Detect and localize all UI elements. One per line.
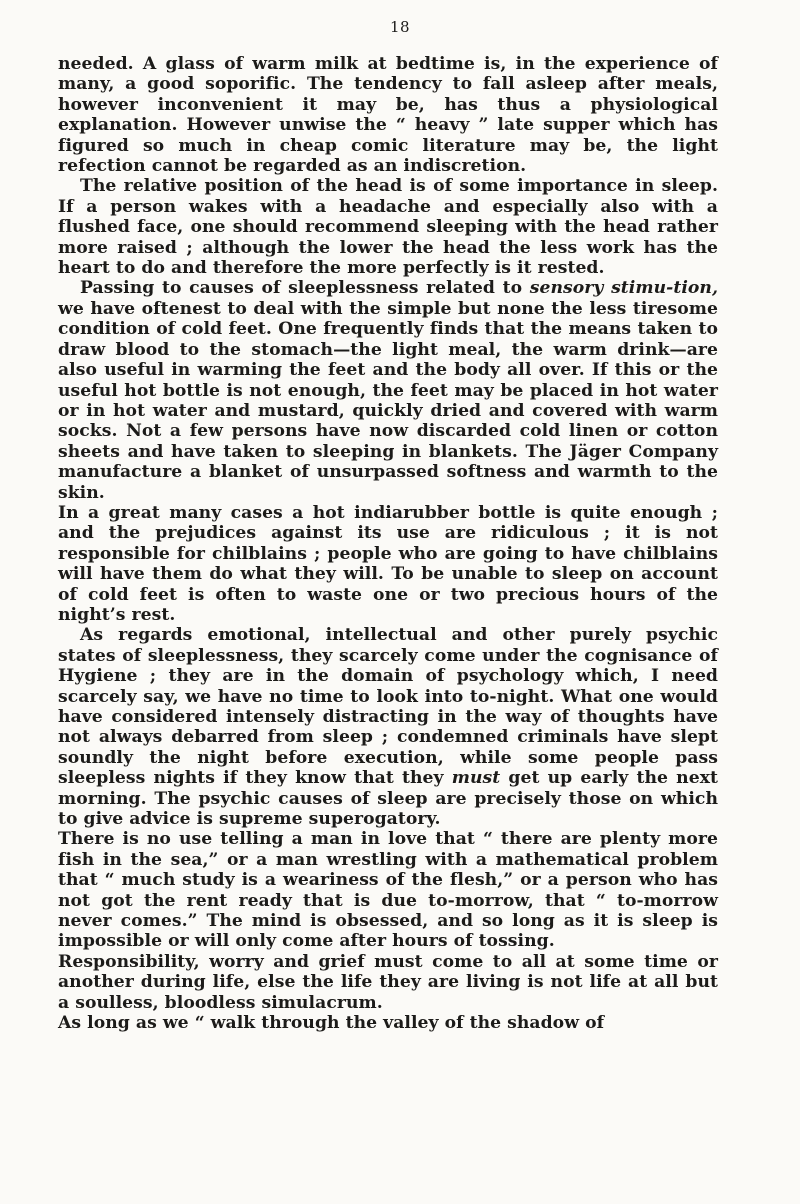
paragraph-text: get up early the next morning. The psychic causes of sleep are precisely those on which to give advice is supreme superogatory.: [58, 768, 719, 830]
paragraph-text: Passing to causes of sleeplessness related to: [80, 278, 530, 299]
paragraph-text: As regards emotional, intellectual and other purely psychic states of sleeplessness, they scarcely come under the cognisance of Hygiene ; they are in the domain of psychology which, I need scarcely say, we have no time to look into to-night. What one would have considered intensely distracting in the way of thoughts have not always debarred from sleep ; condemned criminals have slept soundly the night before execution, while some people pass sleepless nights if they know that they: [58, 625, 718, 789]
paragraph: [58, 54, 718, 176]
paragraph-text: As long as we “ walk through the valley of the shadow of: [58, 1013, 605, 1034]
body-text: [58, 54, 718, 1034]
paragraph: [58, 278, 718, 502]
paragraph-text: There is no use telling a man in love that “ there are plenty more fish in the sea,” or a man wrestling with a mathematical problem that “ much study is a weariness of the flesh,” or a person who has not got the rent ready that is due to-morrow, that “ to-morrow never comes.” The mind is obsessed, and so long as it is sleep is impossible or will only come after hours of tossing.: [58, 829, 718, 952]
paragraph-text: needed. A glass of warm milk at bedtime is, in the experience of many, a good soporific. The tendency to fall asleep after meals, however inconvenient it may be, has thus a physiological explanation. However unwise the “ heavy ” late supper which has figured so much in cheap comic literature may be, the light refection cannot be regarded as an indiscretion.: [58, 54, 718, 177]
paragraph: [58, 952, 718, 1013]
paragraph-text: Responsibility, worry and grief must come to all at some time or another during life, else the life they are living is not life at all but a soulless, bloodless simulacrum.: [58, 951, 718, 1013]
paragraph: [58, 176, 718, 278]
paragraph: [58, 829, 718, 951]
paragraph-text: we have oftenest to deal with the simple but none the less tiresome condition of cold feet. One frequently finds that the means taken to draw blood to the stomach—the light meal, the warm drink—are also useful in warming the feet and the body all over. If this or the useful hot bottle is not enough, the feet may be placed in hot water or in hot water and mustard, quickly dried and covered with warm socks. Not a few persons have now discarded cold linen or cotton sheets and have taken to sleeping in blankets. The Jäger Company manufacture a blanket of unsurpassed softness and warmth to the skin.: [58, 298, 718, 503]
page-number: 18: [389, 18, 411, 36]
paragraph-text: The relative position of the head is of some importance in sleep. If a person wakes with a headache and especially also with a flushed face, one should recommend sleeping with the head rather more raised ; although the lower the head the less work has the heart to do and therefore the more perfectly is it rested.: [58, 176, 718, 279]
paragraph-emphasis: must: [451, 768, 501, 789]
paragraph: [58, 1013, 718, 1033]
paragraph-text: In a great many cases a hot indiarubber bottle is quite enough ; and the prejudices against its use are ridiculous ; it is not responsible for chilblains ; people who are going to have chilblains will have them do what they will. To be unable to sleep on account of cold feet is often to waste one or two precious hours of the night’s rest.: [58, 502, 718, 625]
paragraph: [58, 503, 718, 625]
paragraph-emphasis: sensory stimu-tion,: [529, 278, 718, 299]
paragraph: [58, 625, 718, 829]
